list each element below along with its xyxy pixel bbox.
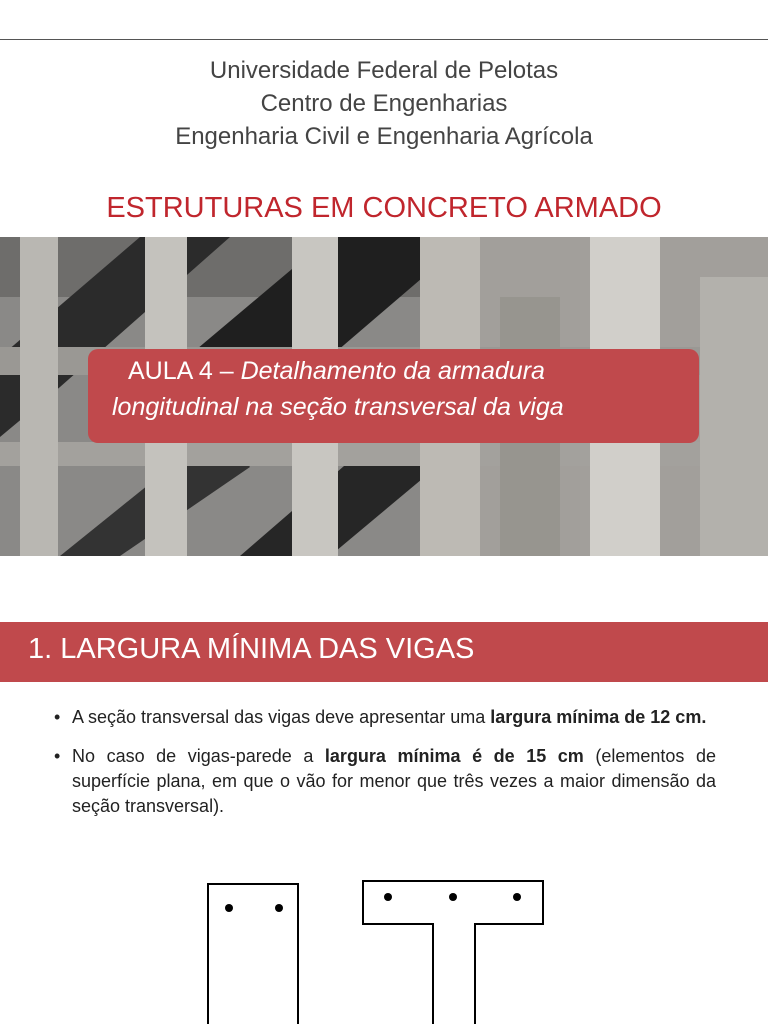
section-header	[0, 622, 768, 682]
cover-photo	[0, 237, 768, 556]
bullet-text-continued: (elementos de superfície plana, em que o vão for menor que três vezes a maior dimensão da seção transversal).	[72, 746, 716, 816]
university-name: Universidade Federal de Pelotas	[209, 57, 559, 84]
bullet-marker: •	[54, 707, 61, 727]
course-title: ESTRUTURAS EM CONCRETO ARMADO	[106, 192, 662, 224]
rebar-dot	[225, 904, 233, 912]
bullet-text: A seção transversal das vigas deve apresentar uma	[72, 707, 491, 727]
bullet-marker: •	[54, 746, 61, 766]
lesson-title-line2: longitudinal na seção transversal da viga	[112, 393, 564, 421]
bullet-bold-text: largura mínima é de 15 cm	[324, 746, 584, 766]
rectangular-section-diagram	[208, 884, 298, 1024]
bullet-item-min-width	[54, 705, 716, 730]
rebar-dot	[384, 893, 392, 901]
rebar-dot	[513, 893, 521, 901]
section-title: 1. LARGURA MÍNIMA DAS VIGAS	[28, 633, 475, 665]
bullet-list	[54, 705, 716, 833]
center-name: Centro de Engenharias	[260, 90, 508, 117]
bullet-text: No caso de vigas-parede a	[72, 746, 325, 766]
lesson-banner	[88, 349, 699, 443]
header	[0, 54, 768, 153]
rebar-dot	[275, 904, 283, 912]
beam-sections-diagram	[0, 870, 768, 1024]
rebar-dot	[449, 893, 457, 901]
program-names: Engenharia Civil e Engenharia Agrícola	[175, 123, 593, 150]
t-section-diagram	[363, 881, 543, 1024]
lesson-number: AULA 4 –	[128, 357, 234, 385]
bullet-item-wall-beam	[54, 744, 716, 819]
top-rule	[0, 39, 768, 40]
bullet-bold-text: largura mínima de 12 cm.	[490, 707, 707, 727]
lesson-title-line1: Detalhamento da armadura	[240, 357, 545, 385]
